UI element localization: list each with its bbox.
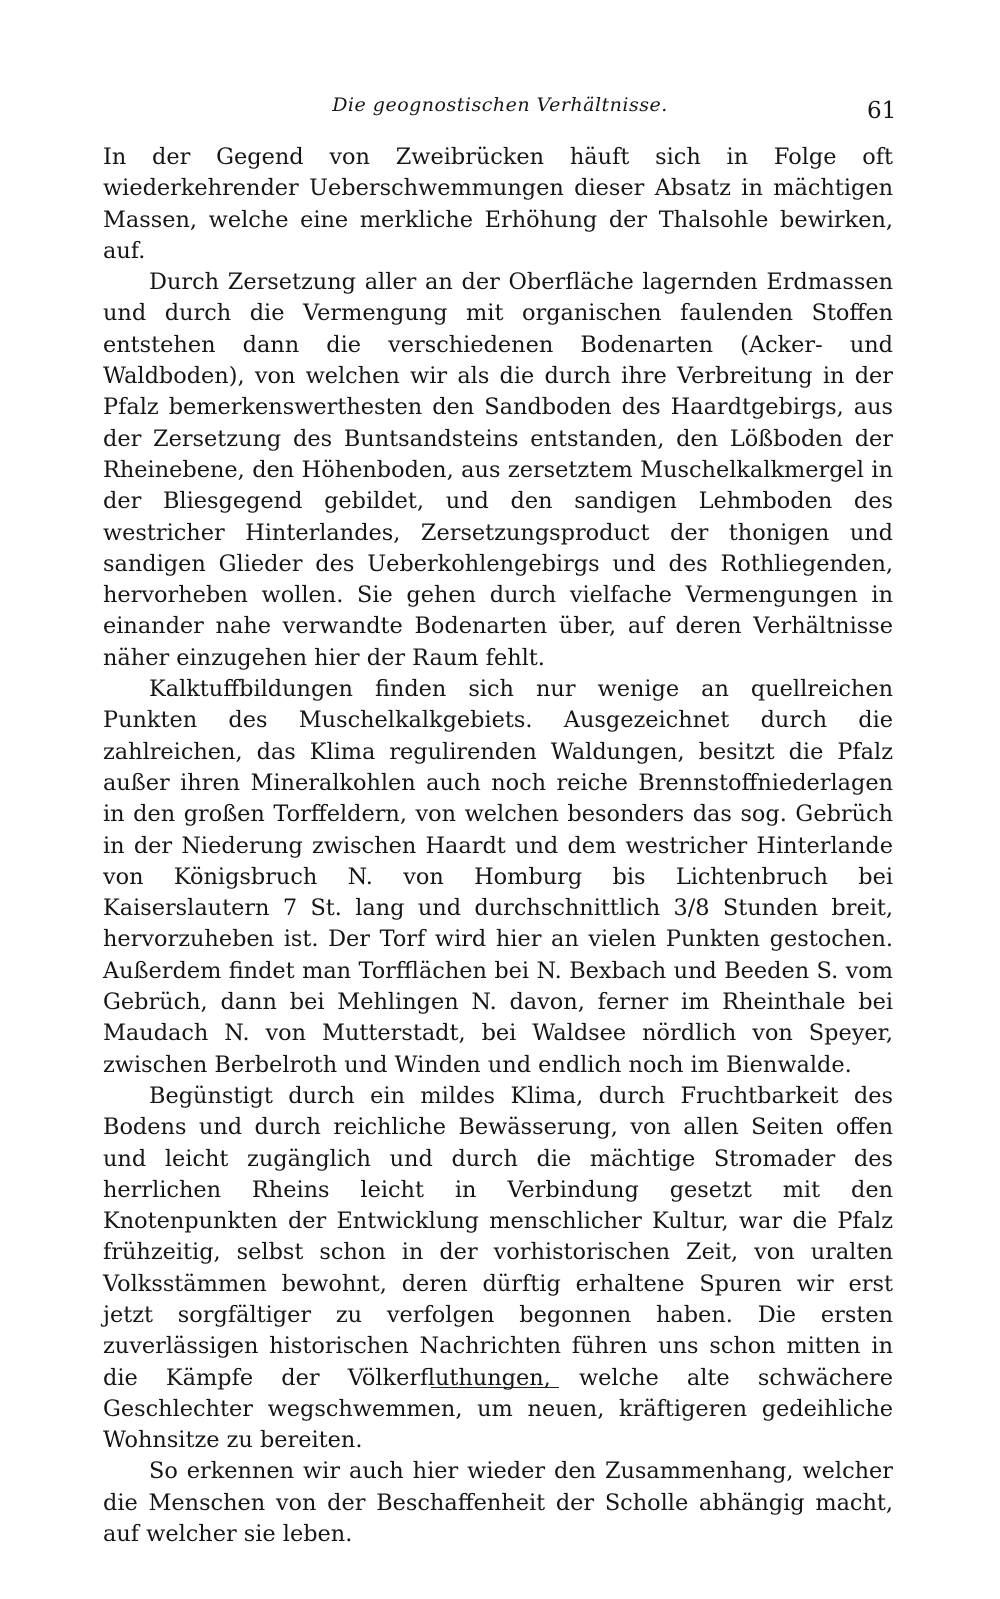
running-title: Die geognostischen Verhältnisse. [332,94,668,116]
paragraph: In der Gegend von Zweibrücken häuft sich in Folge oft wiederkehrender Ueberschwemmungen dieser Absatz in mächtigen Massen, welche eine merkliche Erhöhung der Thalsohle bewirken, auf. [103,144,893,264]
paragraph: Kalktuffbildungen finden sich nur wenige an quellreichen Punkten des Muschelkalkgebiets. Ausgezeichnet durch die zahlreichen, das Klima regulirenden Waldungen, besitzt die Pfalz außer ihren Mineralkohlen auch noch reiche Brennstoffniederlagen in den großen Torffeldern, von welchen besonders das sog. Gebrüch in der Niederung zwischen Haardt und dem westricher Hinterlande von Königsbruch N. von Homburg bis Lichtenbruch bei Kaiserslautern 7 St. lang und durchschnittlich 3/8 Stunden breit, hervorzuheben ist. Der Torf wird hier an vielen Punkten gestochen. Außerdem findet man Torfflächen bei N. Bexbach und Beeden S. vom Gebrüch, dann bei Mehlingen N. davon, ferner im Rheinthale bei Maudach N. von Mutterstadt, bei Waldsee nördlich von Speyer, zwischen Berbelroth und Winden und endlich noch im Bienwalde. [103,676,893,1078]
paragraph: So erkennen wir auch hier wieder den Zusammenhang, welcher die Menschen von der Beschaffenheit der Scholle abhängig macht, auf welcher sie leben. [103,1458,893,1548]
end-rule [431,1387,559,1388]
body-text [103,142,893,1550]
paragraph: Durch Zersetzung aller an der Oberfläche lagernden Erdmassen und durch die Vermengung mit organischen faulenden Stoffen entstehen dann die verschiedenen Bodenarten (Acker- und Waldboden), von welchen wir als die durch ihre Verbreitung in der Pfalz bemerkenswerthesten den Sandboden des Haardtgebirgs, aus der Zersetzung des Buntsandsteins entstanden, den Lößboden der Rheinebene, den Höhenboden, aus zersetztem Muschelkalkmergel in der Bliesgegend gebildet, und den sandigen Lehmboden des westricher Hinterlandes, Zersetzungsproduct der thonigen und sandigen Glieder des Ueberkohlengebirgs und des Rothliegenden, hervorheben wollen. Sie gehen durch vielfache Vermengungen in einander nahe verwandte Bodenarten über, auf deren Verhältnisse näher einzugehen hier der Raum fehlt. [103,269,893,671]
page-number: 61 [867,98,897,124]
paragraph: Begünstigt durch ein mildes Klima, durch Fruchtbarkeit des Bodens und durch reichliche Bewässerung, von allen Seiten offen und leicht zugänglich und durch die mächtige Stromader des herrlichen Rheins leicht in Verbindung gesetzt mit den Knotenpunkten der Entwicklung menschlicher Kultur, war die Pfalz frühzeitig, selbst schon in der vorhistorischen Zeit, von uralten Volksstämmen bewohnt, deren dürftig erhaltene Spuren wir erst jetzt sorgfältiger zu verfolgen begonnen haben. Die ersten zuverlässigen historischen Nachrichten führen uns schon mitten in die Kämpfe der Völkerfluthungen, welche alte schwächere Geschlechter wegschwemmen, um neuen, kräftigeren gedeihliche Wohnsitze zu bereiten. [103,1082,893,1454]
